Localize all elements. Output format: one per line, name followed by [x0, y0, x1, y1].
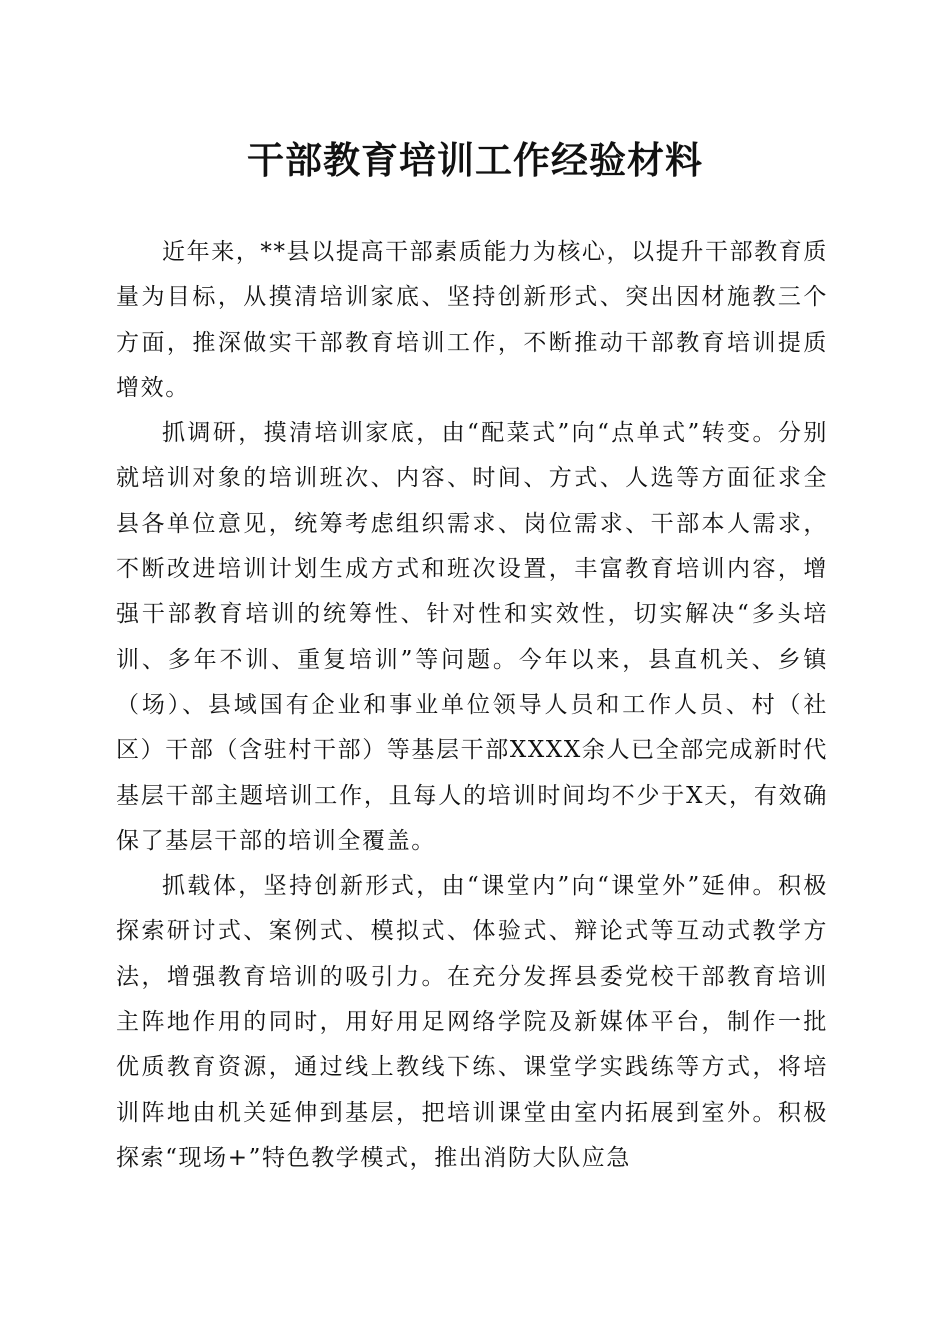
paragraph-intro: 近年来，**县以提高干部素质能力为核心，以提升干部教育质量为目标，从摸清培训家底、坚持创新形式、突出因材施教三个方面，推深做实干部教育培训工作，不断推动干部教育培训提质增效。	[116, 239, 828, 401]
document-body	[116, 230, 828, 1181]
document-title: 干部教育培训工作经验材料	[247, 138, 703, 182]
paragraph-research: 抓调研，摸清培训家底，由“配菜式”向“点单式”转变。分别就培训对象的培训班次、内容、时间、方式、人选等方面征求全县各单位意见，统筹考虑组织需求、岗位需求、干部本人需求，不断改进培训计划生成方式和班次设置，丰富教育培训内容，增强干部教育培训的统筹性、针对性和实效性，切实解决“多头培训、多年不训、重复培训”等问题。今年以来，县直机关、乡镇（场）、县域国有企业和事业单位领导人员和工作人员、村（社区）干部（含驻村干部）等基层干部XXXX余人已全部完成新时代基层干部主题培训工作，且每人的培训时间均不少于X天，有效确保了基层干部的培训全覆盖。	[116, 420, 828, 854]
paragraph-carrier: 抓载体，坚持创新形式，由“课堂内”向“课堂外”延伸。积极探索研讨式、案例式、模拟式、体验式、辩论式等互动式教学方法，增强教育培训的吸引力。在充分发挥县委党校干部教育培训主阵地作用的同时，用好用足网络学院及新媒体平台，制作一批优质教育资源，通过线上教线下练、课堂学实践练等方式，将培训阵地由机关延伸到基层，把培训课堂由室内拓展到室外。积极探索“现场+”特色教学模式，推出消防大队应急	[116, 873, 828, 1171]
